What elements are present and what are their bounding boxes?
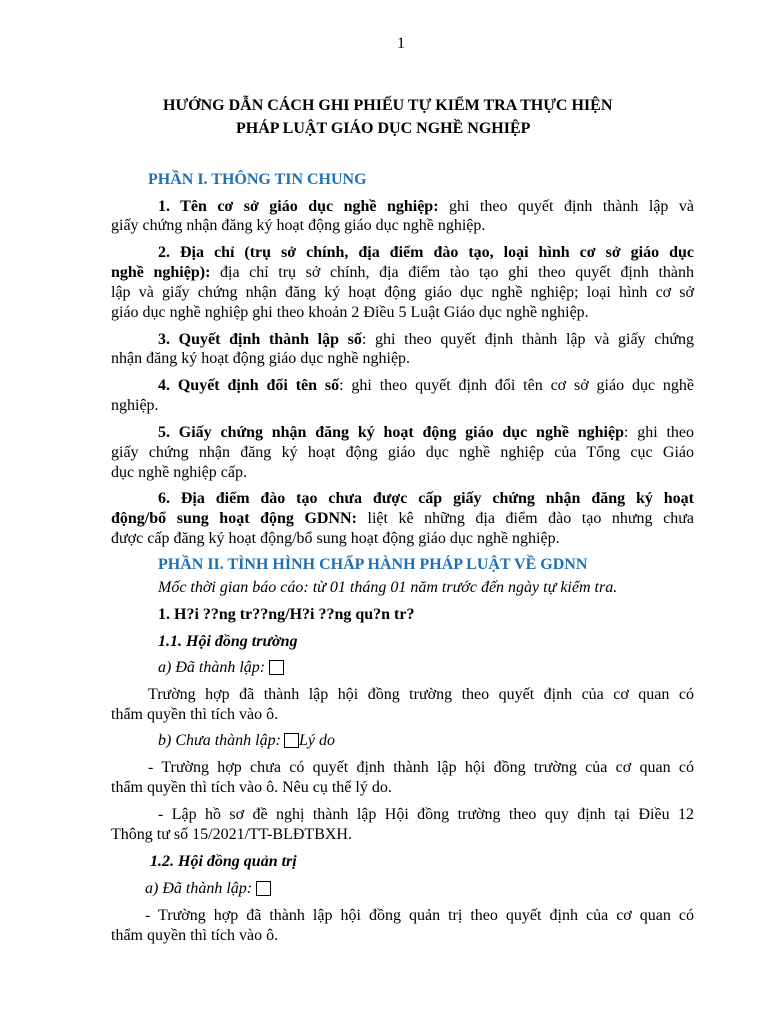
page-number: 1 (397, 35, 405, 52)
report-time-note: Mốc thời gian báo cáo: từ 01 tháng 01 năm trước đến ngày tự kiểm tra. (158, 579, 618, 596)
section-1-2-heading: 1.2. Hội đồng quản trị (150, 853, 297, 870)
item5-line-3: dục nghề nghiệp cấp. (111, 464, 247, 481)
section-1-1-heading: 1.1. Hội đồng trường (158, 633, 298, 650)
s12-a-row (145, 879, 271, 899)
s11-a-row (158, 658, 284, 678)
document-title-line-2: PHÁP LUẬT GIÁO DỤC NGHỀ NGHIỆP (236, 120, 531, 137)
s11-not-established-checkbox[interactable] (284, 733, 299, 748)
s11-b-label: b) Chưa thành lập: (158, 732, 281, 749)
s11-established-checkbox[interactable] (269, 660, 284, 675)
s11-b-reason: Lý do (298, 732, 335, 749)
item3-line-2: nhận đăng ký hoạt động giáo dục nghề nghiệp. (111, 350, 411, 367)
s11-c-text-2: Thông tư số 15/2021/TT-BLĐTBXH. (111, 826, 352, 843)
item2-label-2: nghề nghiệp): (111, 264, 211, 281)
item6-text-2: liệt kê những địa điểm đào tạo nhưng chưa (356, 510, 695, 527)
item5-line-2: giấy chứng nhận đăng ký hoạt động giáo dục nghề nghiệp của Tổng cục Giáo (111, 444, 694, 461)
s11-b-text-2: thẩm quyền thì tích vào ô. Nêu cụ thể lý do. (111, 779, 392, 796)
s11-b-text-1: - Trường hợp chưa có quyết định thành lập hội đồng trường của cơ quan có (148, 759, 694, 776)
item6-line-3: được cấp đăng ký hoạt động/bổ sung hoạt động giáo dục nghề nghiệp. (111, 530, 560, 547)
item2-label-line-1: 2. Địa chỉ (trụ sở chính, địa điểm đào tạo, loại hình cơ sở giáo dục (158, 244, 694, 261)
item1-text-1: ghi theo quyết định thành lập và (438, 198, 694, 215)
s12-established-checkbox[interactable] (256, 881, 271, 896)
item6-label-2: động/bổ sung hoạt động GDNN: (111, 510, 357, 527)
s11-a-text-1: Trường hợp đã thành lập hội đồng trường theo quyết định của cơ quan có (148, 686, 694, 703)
s11-b-row (158, 731, 335, 751)
item1-label: 1. Tên cơ sở giáo dục nghề nghiệp: (158, 198, 439, 215)
s12-a-text-1: - Trường hợp đã thành lập hội đồng quản trị theo quyết định của cơ quan có (145, 907, 694, 924)
item2-line-3: lập và giấy chứng nhận đăng ký hoạt động giáo dục nghề nghiệp; loại hình cơ sở (111, 284, 694, 301)
item2-text-2: địa chỉ trụ sở chính, địa điểm tào tạo ghi theo quyết định thành (210, 264, 695, 281)
item1-line-2: giấy chứng nhận đăng ký hoạt động giáo dục nghề nghiệp. (111, 217, 486, 234)
item4-text-1: : ghi theo quyết định đổi tên cơ sở giáo dục nghề (339, 377, 695, 394)
item5-label: 5. Giấy chứng nhận đăng ký hoạt động giáo dục nghề nghiệp (158, 424, 624, 441)
item3-line-1 (158, 330, 694, 350)
item2-line-4: giáo dục nghề nghiệp ghi theo khoản 2 Điều 5 Luật Giáo dục nghề nghiệp. (111, 304, 589, 321)
item4-line-1 (158, 376, 694, 396)
s11-a-text-2: thẩm quyền thì tích vào ô. (111, 706, 279, 723)
item1-line-1 (158, 197, 694, 217)
s12-a-label: a) Đã thành lập: (145, 880, 253, 897)
s12-a-text-2: thẩm quyền thì tích vào ô. (111, 927, 279, 944)
part1-heading: PHẦN I. THÔNG TIN CHUNG (148, 171, 367, 188)
item5-line-1 (158, 423, 694, 443)
item3-label: 3. Quyết định thành lập số (158, 331, 362, 348)
part2-heading: PHẦN II. TÌNH HÌNH CHẤP HÀNH PHÁP LUẬT VỀ GDNN (158, 556, 588, 573)
item6-line-2 (111, 509, 694, 529)
document-title-line-1: HƯỚNG DẪN CÁCH GHI PHIẾU TỰ KIỂM TRA THỰC HIỆN (163, 97, 613, 114)
s11-a-label: a) Đã thành lập: (158, 659, 266, 676)
item2-line-2 (111, 263, 694, 283)
s11-c-text-1: - Lập hồ sơ đề nghị thành lập Hội đồng trường theo quy định tại Điều 12 (158, 806, 694, 823)
item4-label: 4. Quyết định đổi tên số (158, 377, 340, 394)
item5-text-1: : ghi theo (623, 424, 695, 441)
item3-text-1: : ghi theo quyết định thành lập và giấy chứng (361, 331, 694, 348)
item4-line-2: nghiệp. (111, 397, 159, 414)
item6-label-line-1: 6. Địa điểm đào tạo chưa được cấp giấy chứng nhận đăng ký hoạt (158, 490, 694, 507)
section-1-heading: 1. H?i ??ng tr??ng/H?i ??ng qu?n tr? (158, 606, 415, 623)
